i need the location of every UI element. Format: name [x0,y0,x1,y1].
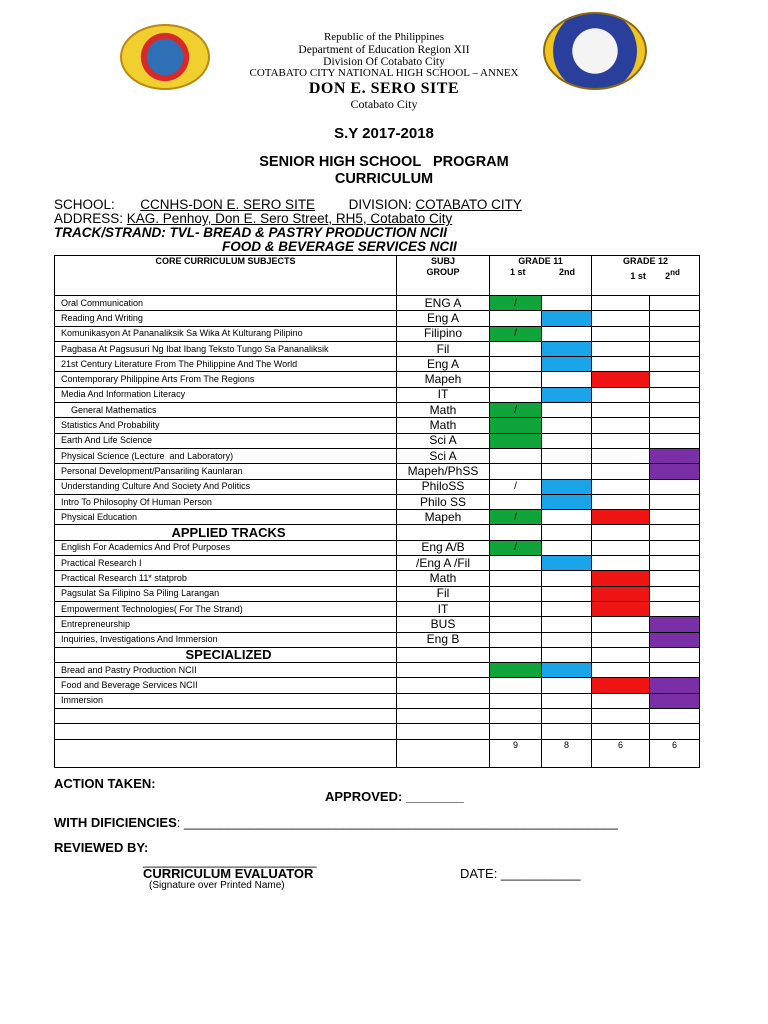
semester-cell [650,601,700,616]
semester-cell [542,357,592,372]
subject-name: Practical Research I [55,556,397,571]
address-label: ADDRESS: [54,211,124,226]
empty-cell [650,647,700,662]
semester-cell [592,479,650,494]
semester-cell [592,433,650,448]
table-row [55,617,700,632]
semester-cell [592,326,650,341]
subject-name: Earth And Life Science [55,433,397,448]
subject-name: Oral Communication [55,296,397,311]
subject-name: Practical Research 11* statprob [55,571,397,586]
semester-cell [592,601,650,616]
semester-cell [542,341,592,356]
header-grade-12: GRADE 12 1 st 2nd [592,256,700,296]
subject-name: Inquiries, Investigations And Immersion [55,632,397,647]
address-row [54,211,452,226]
subject-group: IT [397,601,490,616]
subject-group: Mapeh [397,372,490,387]
empty-cell [592,647,650,662]
semester-cell [650,418,700,433]
empty-cell [397,525,490,540]
empty-cell [490,647,542,662]
curriculum-table [54,255,700,768]
semester-cell [490,494,542,509]
semester-cell [650,678,700,693]
semester-cell [542,387,592,402]
semester-cell [490,357,542,372]
semester-cell [650,571,700,586]
semester-cell [542,433,592,448]
header-republic: Republic of the Philippines [323,31,445,43]
subject-group: Eng A/B [397,540,490,555]
track-strand-2: FOOD & BEVERAGE SERVICES NCII [222,239,457,254]
header-site: DON E. SERO SITE [308,80,460,97]
semester-cell [592,341,650,356]
table-row [55,510,700,525]
semester-cell [490,556,542,571]
subject-group [397,693,490,708]
empty-cell [397,724,490,739]
subject-name: Food and Beverage Services NCII [55,678,397,693]
semester-cell [542,510,592,525]
subject-group: BUS [397,617,490,632]
semester-cell [542,586,592,601]
subject-name: 21st Century Literature From The Philippine And The World [55,357,397,372]
table-row [55,418,700,433]
empty-cell [55,724,397,739]
semester-cell: / [490,479,542,494]
subject-group: Math [397,403,490,418]
semester-cell [542,693,592,708]
subject-group [397,678,490,693]
subject-name: Entrepreneurship [55,617,397,632]
semester-cell [650,433,700,448]
empty-cell [592,724,650,739]
empty-cell [55,739,397,767]
semester-cell [542,678,592,693]
semester-cell: / [490,296,542,311]
semester-cell [542,296,592,311]
division-value: COTABATO CITY [415,197,522,212]
semester-cell [490,586,542,601]
empty-cell [397,647,490,662]
division-label: DIVISION: [348,197,412,212]
school-info-row [54,197,522,212]
table-row [55,372,700,387]
semester-cell [490,632,542,647]
semester-cell [490,601,542,616]
subject-name: Pagbasa At Pagsusuri Ng Ibat Ibang Teksto Tungo Sa Pananaliksik [55,341,397,356]
subject-group: Eng A [397,311,490,326]
semester-cell [650,510,700,525]
subject-name: Intro To Philosophy Of Human Person [55,494,397,509]
action-taken-label: ACTION TAKEN: [54,776,156,791]
empty-cell [542,525,592,540]
semester-cell [592,556,650,571]
specialized-section [55,647,700,662]
empty-cell [490,709,542,724]
semester-cell [490,663,542,678]
table-row [55,464,700,479]
semester-cell [650,387,700,402]
semester-cell [650,556,700,571]
table-row [55,663,700,678]
semester-cell [592,510,650,525]
subject-name: Physical Education [55,510,397,525]
subject-group: Sci A [397,448,490,463]
table-row [55,601,700,616]
school-label: SCHOOL: [54,197,115,212]
subject-name: Bread and Pastry Production NCII [55,663,397,678]
subject-group: Eng A [397,357,490,372]
blank-row [55,724,700,739]
subject-group: Mapeh/PhSS [397,464,490,479]
subject-group: /Eng A /Fil [397,556,490,571]
specialized-section-title: SPECIALIZED [55,647,397,662]
table-row [55,341,700,356]
total-units-cell: 9 [490,739,542,767]
subject-group: Math [397,418,490,433]
semester-cell [490,464,542,479]
table-row [55,678,700,693]
table-row [55,556,700,571]
blank-row [55,709,700,724]
table-row [55,693,700,708]
semester-cell [592,540,650,555]
approved-field: APPROVED: ________ [325,789,464,804]
semester-cell [542,663,592,678]
school-year: S.Y 2017-2018 [334,125,434,142]
total-units-cell: 6 [592,739,650,767]
totals-row [55,739,700,767]
subject-group: Math [397,571,490,586]
semester-cell [592,387,650,402]
table-row [55,632,700,647]
header-division: Division Of Cotabato City [323,56,445,68]
header-grade-11: GRADE 11 1 st 2nd [490,256,592,296]
semester-cell [650,632,700,647]
table-row [55,433,700,448]
empty-cell [592,709,650,724]
semester-cell [650,357,700,372]
empty-cell [592,525,650,540]
semester-cell [650,464,700,479]
semester-cell [650,372,700,387]
semester-cell [542,372,592,387]
table-row [55,448,700,463]
semester-cell [542,571,592,586]
table-row [55,326,700,341]
date-field: DATE: ___________ [460,866,581,881]
subject-name: Komunikasyon At Pananaliksik Sa Wika At Kulturang Pilipino [55,326,397,341]
subject-name: Reading And Writing [55,311,397,326]
table-header-row [55,256,700,296]
semester-cell [542,479,592,494]
header-department: Department of Education Region XII [298,44,470,56]
semester-cell [592,693,650,708]
empty-cell [490,724,542,739]
curriculum-evaluator-label: CURRICULUM EVALUATOR [143,866,314,881]
semester-cell [542,601,592,616]
table-row [55,357,700,372]
subject-group: ENG A [397,296,490,311]
semester-cell [650,403,700,418]
empty-cell [650,525,700,540]
header-subj-group: SUBJ GROUP [397,256,490,296]
subject-name: Media And Information Literacy [55,387,397,402]
school-value: CCNHS-DON E. SERO SITE [140,197,316,212]
semester-cell [592,678,650,693]
semester-cell [650,448,700,463]
subject-group: Filipino [397,326,490,341]
empty-cell [397,739,490,767]
header-city: Cotabato City [350,97,418,111]
semester-cell [542,403,592,418]
program-title: SENIOR HIGH SCHOOL PROGRAM [259,154,509,170]
semester-cell [592,586,650,601]
subject-name: Empowerment Technologies( For The Strand) [55,601,397,616]
subject-group: Fil [397,341,490,356]
empty-cell [397,709,490,724]
semester-cell [542,464,592,479]
signature-line: ________________________ [143,853,317,868]
header-school: COTABATO CITY NATIONAL HIGH SCHOOL – ANNEX [249,67,519,79]
address-value: KAG. Penhoy, Don E. Sero Street, RH5, Cotabato City [126,211,453,226]
curriculum-title: CURRICULUM [334,171,434,187]
table-row [55,571,700,586]
semester-cell [650,540,700,555]
semester-cell [542,632,592,647]
semester-cell [650,296,700,311]
subject-name: Personal Development/Pansariling Kaunlaran [55,464,397,479]
semester-cell [650,693,700,708]
empty-cell [650,724,700,739]
empty-cell [542,724,592,739]
semester-cell [490,387,542,402]
table-row [55,311,700,326]
semester-cell [650,586,700,601]
semester-cell [650,326,700,341]
subject-group: Fil [397,586,490,601]
subject-name: Pagsulat Sa Filipino Sa Piling Larangan [55,586,397,601]
semester-cell [490,418,542,433]
table-row [55,479,700,494]
semester-cell [490,372,542,387]
semester-cell [592,418,650,433]
subject-name: Immersion [55,693,397,708]
semester-cell [592,464,650,479]
empty-cell [55,709,397,724]
semester-cell [592,372,650,387]
table-row [55,403,700,418]
table-row [55,296,700,311]
semester-cell [490,571,542,586]
applied-tracks-section [55,525,700,540]
semester-cell [542,418,592,433]
semester-cell [650,311,700,326]
table-row [55,387,700,402]
subject-name: English For Academics And Prof Purposes [55,540,397,555]
subject-group [397,663,490,678]
semester-cell [490,311,542,326]
empty-cell [542,647,592,662]
semester-cell [650,341,700,356]
semester-cell [592,357,650,372]
semester-cell [542,556,592,571]
semester-cell [650,617,700,632]
semester-cell [490,433,542,448]
header-core-subjects: CORE CURRICULUM SUBJECTS [55,256,397,296]
semester-cell [592,296,650,311]
subject-name: Physical Science (Lecture and Laboratory) [55,448,397,463]
empty-cell [542,709,592,724]
semester-cell [542,494,592,509]
total-units-cell: 8 [542,739,592,767]
semester-cell [650,494,700,509]
semester-cell [592,494,650,509]
semester-cell [592,663,650,678]
semester-cell [592,403,650,418]
subject-name: General Mathematics [55,403,397,418]
table-row [55,540,700,555]
semester-cell: / [490,326,542,341]
empty-cell [490,525,542,540]
semester-cell [592,571,650,586]
semester-cell [542,448,592,463]
subject-group: Eng B [397,632,490,647]
semester-cell [490,617,542,632]
semester-cell [592,632,650,647]
table-row [55,494,700,509]
subject-group: Philo SS [397,494,490,509]
semester-cell [592,448,650,463]
semester-cell [542,326,592,341]
semester-cell [490,341,542,356]
subject-name: Statistics And Probability [55,418,397,433]
semester-cell [650,663,700,678]
semester-cell: / [490,510,542,525]
subject-name: Contemporary Philippine Arts From The Regions [55,372,397,387]
semester-cell [490,693,542,708]
table-row [55,586,700,601]
signature-note: (Signature over Printed Name) [149,880,285,891]
reviewed-by-label: REVIEWED BY: [54,840,149,855]
deficiencies-line: : ____________________________________________________________ [176,815,618,830]
empty-cell [650,709,700,724]
semester-cell [490,678,542,693]
deficiencies-row [54,815,618,830]
semester-cell: / [490,403,542,418]
applied-tracks-section-title: APPLIED TRACKS [55,525,397,540]
semester-cell: / [490,540,542,555]
semester-cell [592,617,650,632]
semester-cell [542,540,592,555]
deficiencies-label: WITH DIFICIENCIES [54,815,177,830]
subject-group: PhiloSS [397,479,490,494]
semester-cell [592,311,650,326]
subject-group: Sci A [397,433,490,448]
total-units-cell: 6 [650,739,700,767]
track-strand: TRACK/STRAND: TVL- BREAD & PASTRY PRODUCTION NCII [54,225,448,240]
semester-cell [542,311,592,326]
semester-cell [542,617,592,632]
semester-cell [650,479,700,494]
subject-name: Understanding Culture And Society And Politics [55,479,397,494]
semester-cell [490,448,542,463]
subject-group: Mapeh [397,510,490,525]
subject-group: IT [397,387,490,402]
